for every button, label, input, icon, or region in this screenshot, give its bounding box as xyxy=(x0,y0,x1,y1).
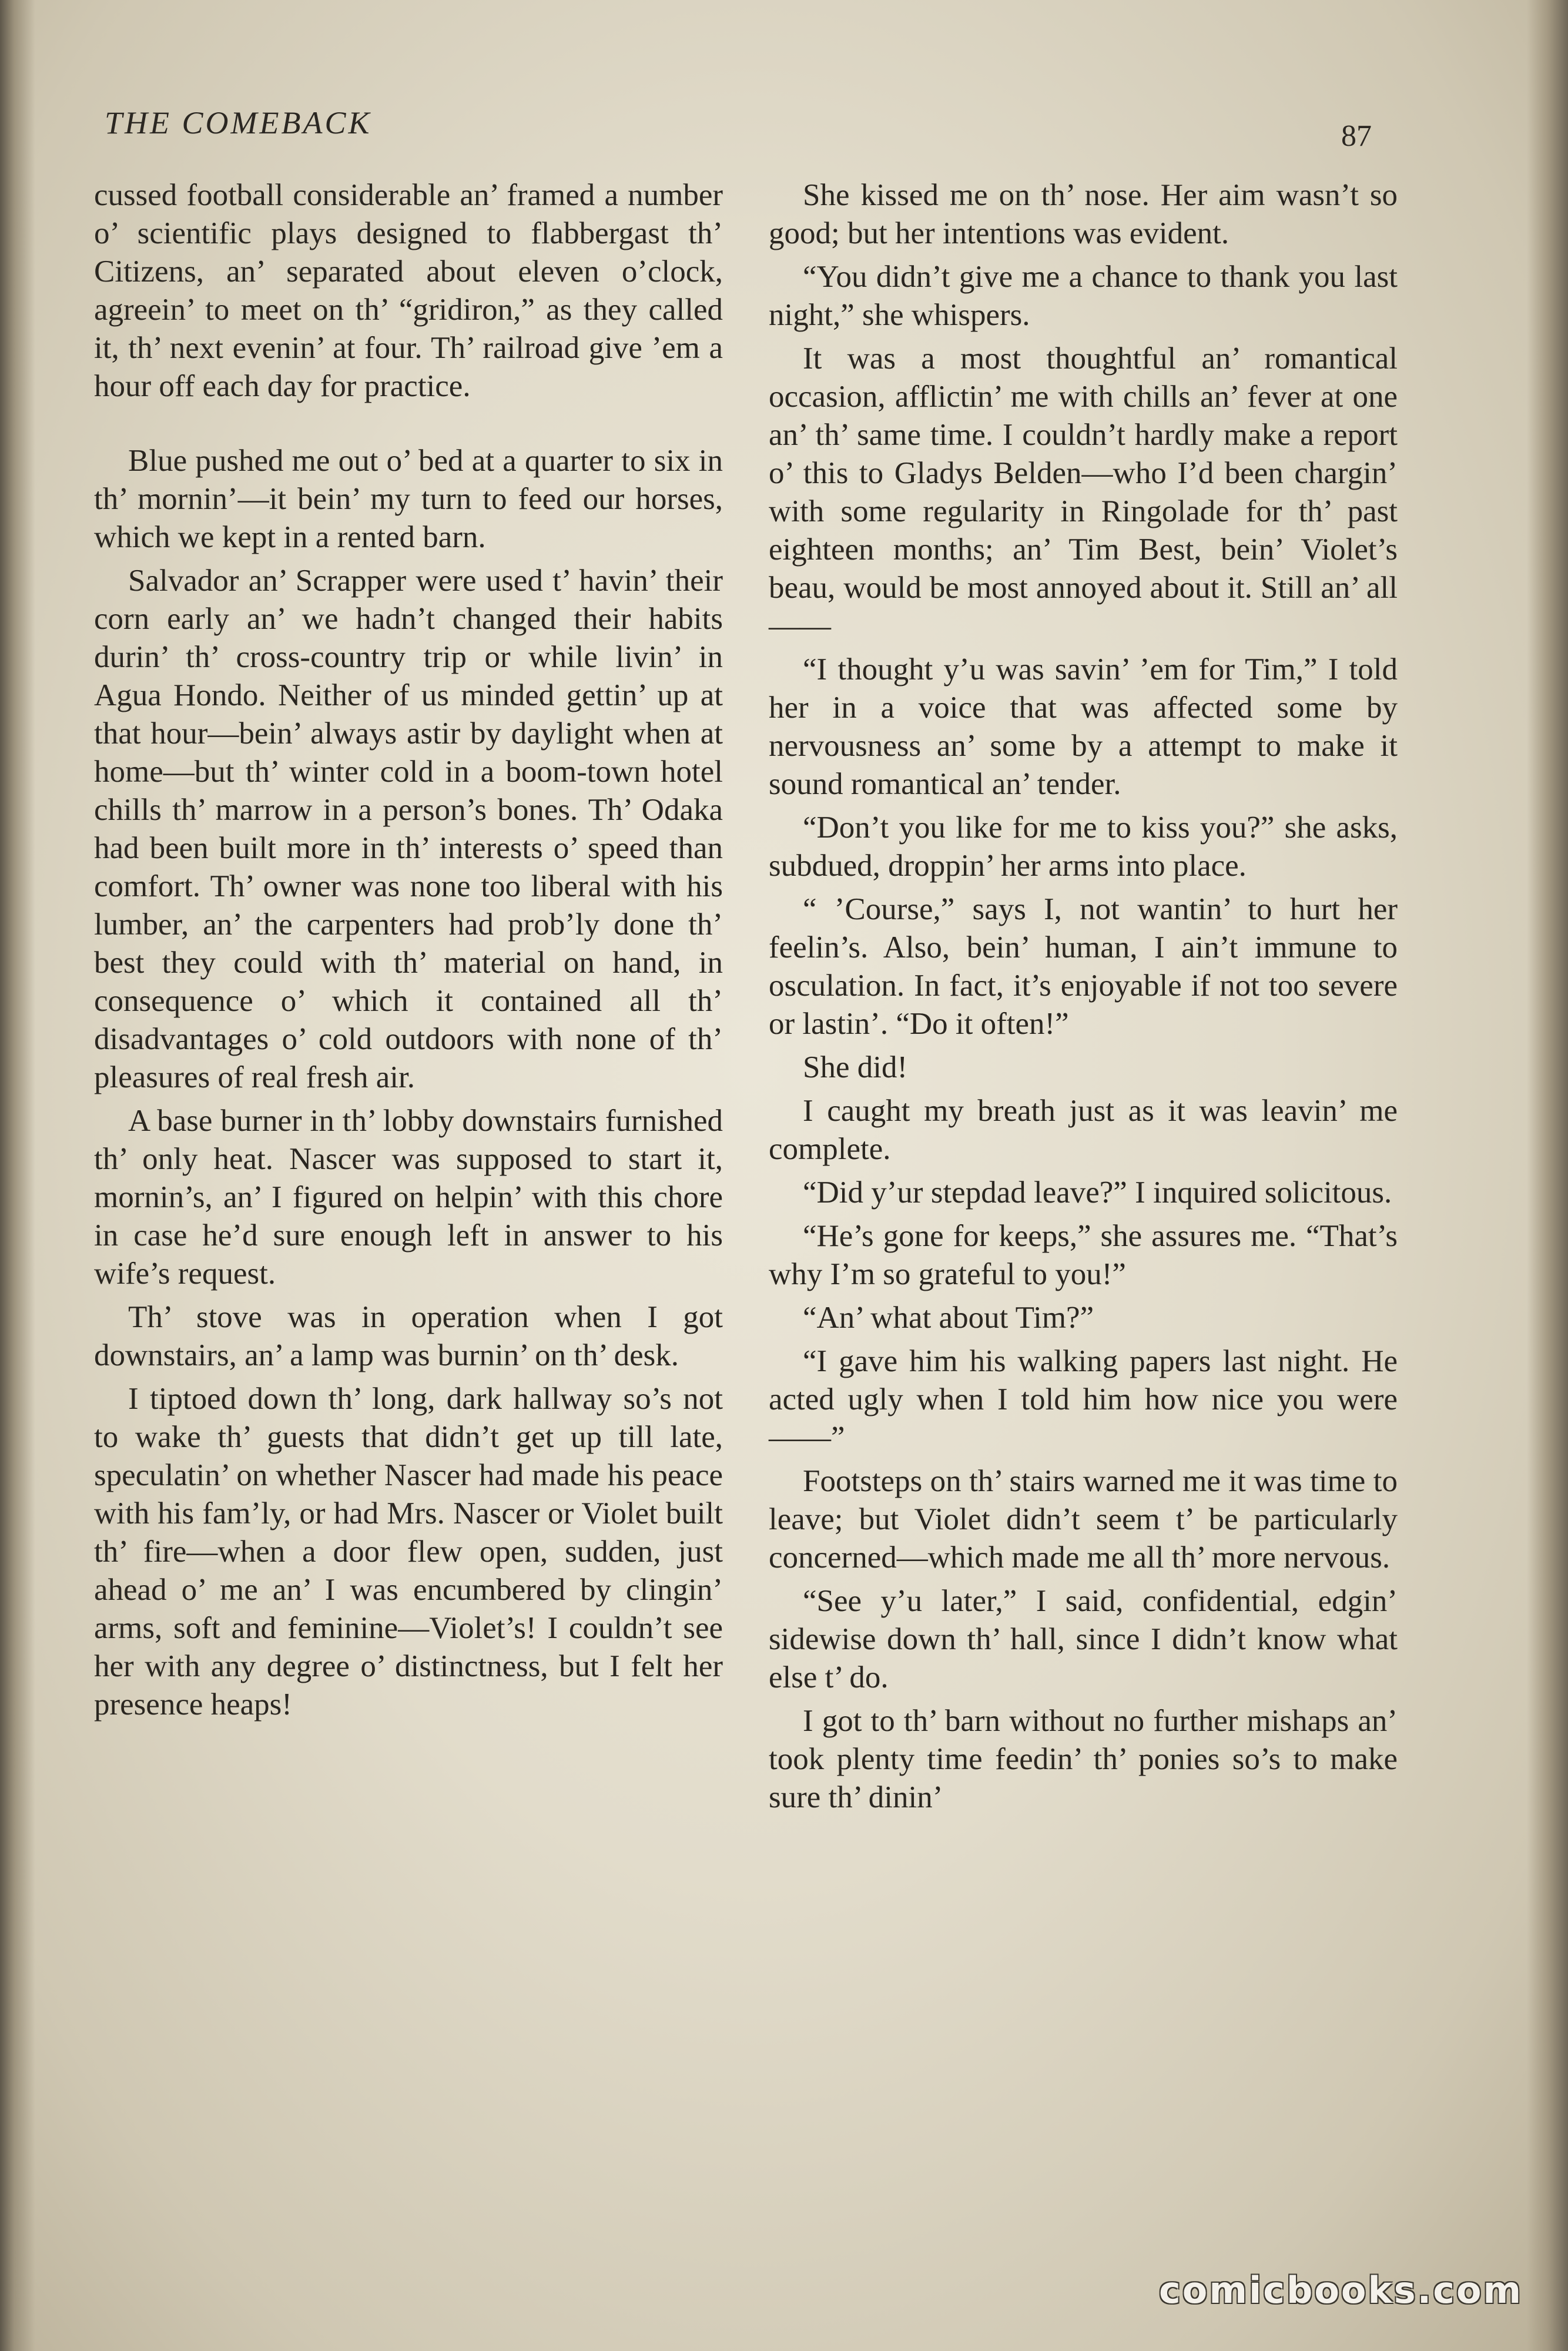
paragraph: It was a most thoughtful an’ romantical occasion, afflictin’ me with chills an’ fever at one an’ th’ same time. I couldn’t hardly make a report o’ this to Gladys Belden—who I’d been chargin’ with some regularity in Ringolade for th’ past eighteen months; an’ Tim Best, bein’ Violet’s beau, would be most annoyed about it. Still an’ all—— xyxy=(769,341,1398,643)
paragraph: I tiptoed down th’ long, dark hallway so’s not to wake th’ guests that didn’t get up till late, speculatin’ on whether Nascer had made his peace with his fam’ly, or had Mrs. Nascer or Violet built th’ fire—when a door flew open, sudden, just ahead o’ me an’ I was encumbered by clingin’ arms, soft and feminine—Violet’s! I couldn’t see her with any degree o’ distinctness, but I felt her presence heaps! xyxy=(94,1382,723,1722)
paragraph: “He’s gone for keeps,” she assures me. “That’s why I’m so grateful to you!” xyxy=(769,1219,1398,1291)
paragraph: “An’ what about Tim?” xyxy=(803,1301,1094,1335)
left-column xyxy=(94,176,723,1729)
paragraph: Footsteps on th’ stairs warned me it was time to leave; but Violet didn’t seem t’ be particularly concerned—which made me all th’ more nervous. xyxy=(769,1464,1398,1575)
paragraph: “ ’Course,” says I, not wantin’ to hurt her feelin’s. Also, bein’ human, I ain’t immune to osculation. In fact, it’s enjoyable if not too severe or lastin’. “Do it often!” xyxy=(769,892,1398,1041)
paragraph: “See y’u later,” I said, confidential, edgin’ sidewise down th’ hall, since I didn’t know what else t’ do. xyxy=(769,1584,1398,1694)
watermark: comicbooks.com xyxy=(1159,2269,1523,2312)
paragraph: I caught my breath just as it was leavin’ me complete. xyxy=(769,1094,1398,1166)
running-head: THE COMEBACK xyxy=(105,105,372,140)
paragraph: A base burner in th’ lobby downstairs furnished th’ only heat. Nascer was supposed to start it, mornin’s, an’ I figured on helpin’ with this chore in case he’d sure enough left in answer to his wife’s request. xyxy=(94,1104,723,1291)
paragraph: Salvador an’ Scrapper were used t’ havin’ their corn early an’ we hadn’t changed their habits durin’ th’ cross-country trip or while livin’ in Agua Hondo. Neither of us minded gettin’ up at that hour—bein’ always astir by daylight when at home—but th’ winter cold in a boom-town hotel chills th’ marrow in a person’s bones. Th’ Odaka had been built more in th’ interests o’ speed than comfort. Th’ owner was none too liberal with his lumber, an’ the carpenters had prob’ly done th’ best they could with th’ material on hand, in consequence o’ which it contained all th’ disadvantages o’ cold outdoors with none of th’ pleasures of real fresh air. xyxy=(94,564,723,1094)
paragraph: Th’ stove was in operation when I got downstairs, an’ a lamp was burnin’ on th’ desk. xyxy=(94,1300,723,1372)
paragraph: “I thought y’u was savin’ ’em for Tim,” I told her in a voice that was affected some by nervousness an’ some by a attempt to make it sound romantical an’ tender. xyxy=(769,652,1398,801)
paragraph: “You didn’t give me a chance to thank you last night,” she whispers. xyxy=(769,260,1398,332)
paragraph: “Don’t you like for me to kiss you?” she asks, subdued, droppin’ her arms into place. xyxy=(769,811,1398,883)
page-number: 87 xyxy=(1341,119,1372,153)
right-column xyxy=(769,176,1398,1822)
paragraph: She kissed me on th’ nose. Her aim wasn’t so good; but her intentions was evident. xyxy=(769,178,1398,250)
paragraph: She did! xyxy=(803,1050,908,1084)
paragraph: I got to th’ barn without no further mishaps an’ took plenty time feedin’ th’ ponies so’s to make sure th’ dinin’ xyxy=(769,1704,1398,1814)
paragraph: cussed football considerable an’ framed a number o’ scientific plays designed to flabbergast th’ Citizens, an’ separated about eleven o’clock, agreein’ to meet on th’ “gridiron,” as they called it, th’ next evenin’ at four. Th’ railroad give ’em a hour off each day for practice. xyxy=(94,178,723,403)
paragraph: “Did y’ur stepdad leave?” I inquired solicitous. xyxy=(803,1176,1392,1210)
paragraph: “I gave him his walking papers last night. He acted ugly when I told him how nice you were——” xyxy=(769,1344,1398,1455)
paragraph: Blue pushed me out o’ bed at a quarter to six in th’ mornin’—it bein’ my turn to feed our horses, which we kept in a rented barn. xyxy=(94,444,723,554)
